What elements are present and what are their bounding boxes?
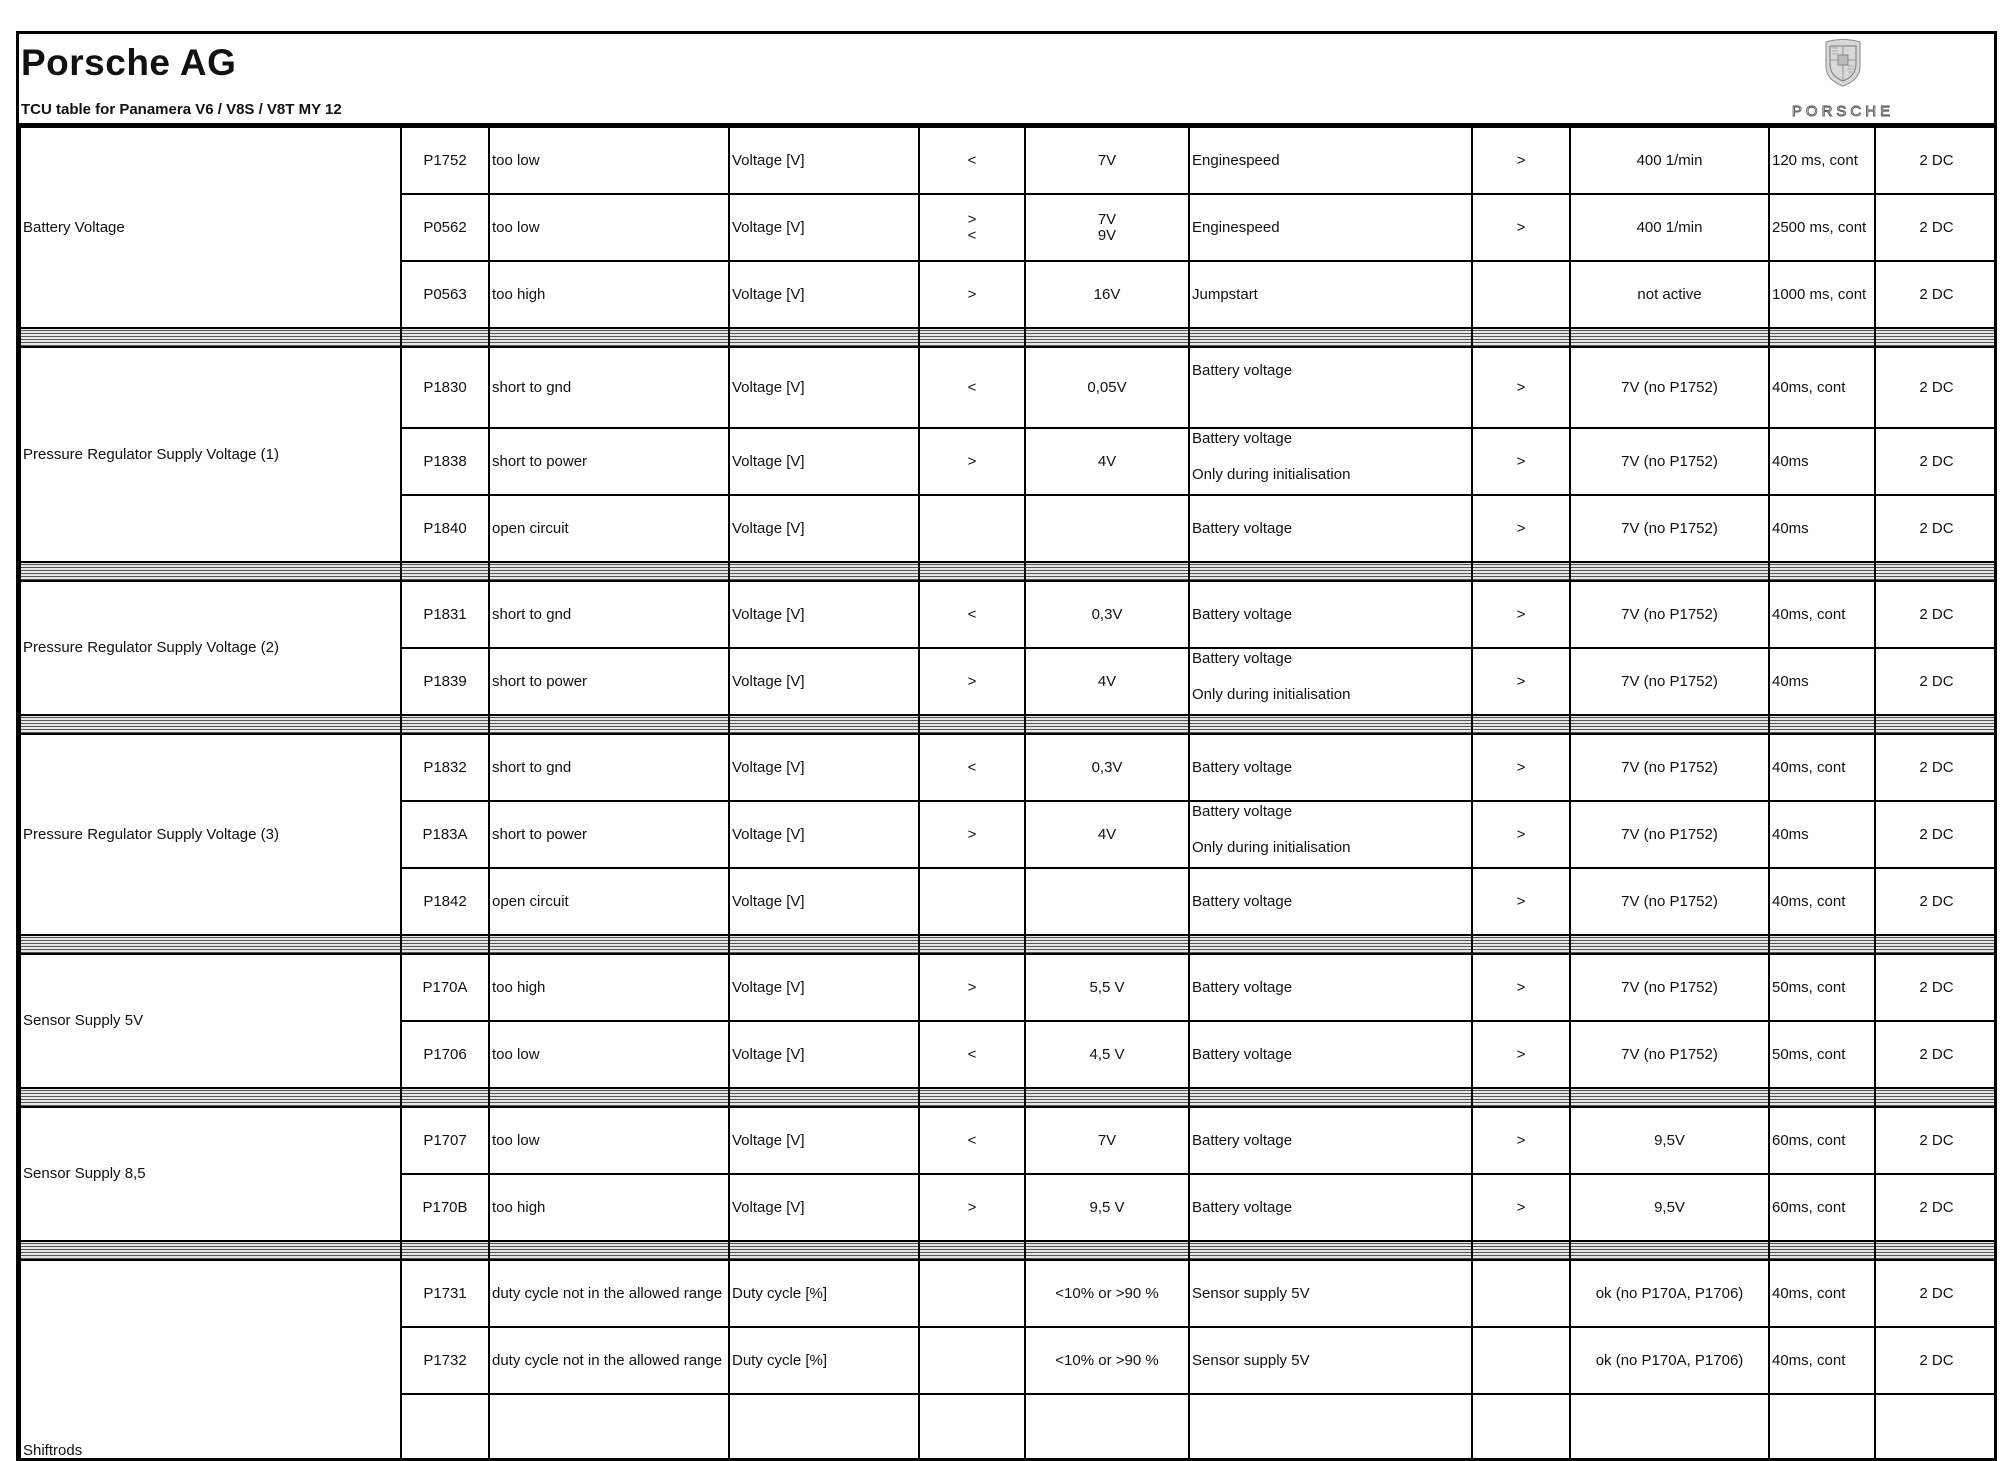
- condition: Battery voltage: [1189, 1107, 1472, 1174]
- dtc-code: [401, 1394, 489, 1461]
- separator-cell: [20, 715, 401, 734]
- porsche-wordmark: PORSCHE: [1791, 103, 1895, 120]
- separator-cell: [1189, 562, 1472, 581]
- signal-name: Voltage [V]: [729, 194, 919, 261]
- separator-cell: [20, 935, 401, 954]
- operator: [919, 1394, 1025, 1461]
- condition-value: 7V (no P1752): [1570, 347, 1769, 428]
- condition: Battery voltage: [1189, 954, 1472, 1021]
- signal-name: Voltage [V]: [729, 495, 919, 562]
- threshold: 7V: [1097, 210, 1117, 228]
- fault-description: short to power: [489, 428, 729, 495]
- separator-cell: [919, 935, 1025, 954]
- separator-cell: [919, 328, 1025, 347]
- separator-cell: [1875, 562, 1997, 581]
- debounce-time: 60ms, cont: [1769, 1107, 1875, 1174]
- debounce-time: 1000 ms, cont: [1769, 261, 1875, 328]
- fault-description: short to power: [489, 801, 729, 868]
- signal-name: Voltage [V]: [729, 1107, 919, 1174]
- debounce-time: 40ms: [1769, 428, 1875, 495]
- threshold: [1025, 495, 1189, 562]
- operator: <: [919, 347, 1025, 428]
- threshold: 4V: [1025, 648, 1189, 715]
- threshold: <10% or >90 %: [1025, 1327, 1189, 1394]
- condition: Battery voltage: [1192, 803, 1293, 820]
- condition: Battery voltage: [1189, 1174, 1472, 1241]
- condition-note: Only during initialisation: [1192, 839, 1351, 856]
- separator-cell: [729, 1088, 919, 1107]
- separator-cell: [919, 1088, 1025, 1107]
- separator-cell: [20, 562, 401, 581]
- driving-cycles: [1875, 1394, 1997, 1461]
- operator: [919, 495, 1025, 562]
- dtc-code: P1707: [401, 1107, 489, 1174]
- signal-name: Voltage [V]: [729, 261, 919, 328]
- condition: [1189, 1394, 1472, 1461]
- separator-cell: [729, 935, 919, 954]
- debounce-time: 40ms, cont: [1769, 868, 1875, 935]
- separator-cell: [729, 715, 919, 734]
- signal-name: Voltage [V]: [729, 734, 919, 801]
- dtc-code: P0562: [401, 194, 489, 261]
- condition-value: 7V (no P1752): [1570, 648, 1769, 715]
- signal-name: Duty cycle [%]: [729, 1327, 919, 1394]
- separator-cell: [729, 328, 919, 347]
- driving-cycles: 2 DC: [1875, 261, 1997, 328]
- dtc-code: P0563: [401, 261, 489, 328]
- signal-name: Voltage [V]: [729, 868, 919, 935]
- separator-cell: [1570, 562, 1769, 581]
- separator-cell: [1472, 562, 1570, 581]
- fault-description: too low: [489, 1021, 729, 1088]
- separator-cell: [919, 1241, 1025, 1260]
- operator: >: [919, 1174, 1025, 1241]
- separator-cell: [1875, 328, 1997, 347]
- separator-cell: [401, 328, 489, 347]
- condition-operator: >: [1472, 954, 1570, 1021]
- table-row: [20, 734, 1997, 801]
- separator-cell: [1570, 935, 1769, 954]
- operator: [919, 1260, 1025, 1327]
- condition-value: 400 1/min: [1570, 194, 1769, 261]
- separator-cell: [1189, 715, 1472, 734]
- dtc-code: P1838: [401, 428, 489, 495]
- separator-cell: [729, 562, 919, 581]
- threshold: 7V: [1025, 1107, 1189, 1174]
- separator-cell: [1875, 1088, 1997, 1107]
- group-separator: [20, 562, 1997, 581]
- condition-cell: [1189, 648, 1472, 715]
- separator-cell: [1025, 328, 1189, 347]
- signal-name: Voltage [V]: [729, 581, 919, 648]
- threshold: 0,05V: [1025, 347, 1189, 428]
- separator-cell: [1570, 715, 1769, 734]
- dtc-code: P1706: [401, 1021, 489, 1088]
- table-row: [20, 1107, 1997, 1174]
- operator: <: [919, 1021, 1025, 1088]
- condition-value: 7V (no P1752): [1570, 734, 1769, 801]
- dtc-code: P1840: [401, 495, 489, 562]
- condition: Enginespeed: [1189, 194, 1472, 261]
- debounce-time: 40ms: [1769, 495, 1875, 562]
- signal-name: Voltage [V]: [729, 954, 919, 1021]
- threshold: 16V: [1025, 261, 1189, 328]
- threshold: 7V: [1025, 127, 1189, 194]
- condition-cell: [1189, 428, 1472, 495]
- signal-name: Voltage [V]: [729, 127, 919, 194]
- condition-operator: [1472, 1394, 1570, 1461]
- operator: <: [919, 1107, 1025, 1174]
- group-name: Pressure Regulator Supply Voltage (1): [20, 347, 401, 562]
- fault-description: short to gnd: [489, 581, 729, 648]
- group-separator: [20, 1088, 1997, 1107]
- driving-cycles: 2 DC: [1875, 495, 1997, 562]
- signal-name: Voltage [V]: [729, 648, 919, 715]
- condition-operator: >: [1472, 127, 1570, 194]
- condition-operator: >: [1472, 581, 1570, 648]
- condition-operator: >: [1472, 428, 1570, 495]
- separator-cell: [20, 1088, 401, 1107]
- separator-cell: [1472, 935, 1570, 954]
- driving-cycles: 2 DC: [1875, 1107, 1997, 1174]
- document-title: TCU table for Panamera V6 / V8S / V8T MY 12: [21, 101, 342, 118]
- debounce-time: 40ms, cont: [1769, 1260, 1875, 1327]
- separator-cell: [401, 1088, 489, 1107]
- fault-description: open circuit: [489, 495, 729, 562]
- condition-value: ok (no P170A, P1706): [1570, 1327, 1769, 1394]
- dtc-code: P1832: [401, 734, 489, 801]
- table-row: [20, 581, 1997, 648]
- condition-value: 7V (no P1752): [1570, 801, 1769, 868]
- separator-cell: [1472, 1241, 1570, 1260]
- separator-cell: [919, 715, 1025, 734]
- condition-value: 7V (no P1752): [1570, 428, 1769, 495]
- separator-cell: [1472, 1088, 1570, 1107]
- condition-operator: >: [1472, 347, 1570, 428]
- threshold: 4V: [1025, 428, 1189, 495]
- condition-value: 7V (no P1752): [1570, 495, 1769, 562]
- separator-cell: [401, 715, 489, 734]
- debounce-time: 120 ms, cont: [1769, 127, 1875, 194]
- fault-description: too high: [489, 954, 729, 1021]
- operator: <: [919, 734, 1025, 801]
- condition: Battery voltage: [1189, 1021, 1472, 1088]
- signal-name: Voltage [V]: [729, 1021, 919, 1088]
- separator-cell: [489, 328, 729, 347]
- separator-cell: [1570, 328, 1769, 347]
- condition-operator: >: [1472, 734, 1570, 801]
- separator-cell: [489, 715, 729, 734]
- separator-cell: [1025, 562, 1189, 581]
- separator-cell: [489, 1241, 729, 1260]
- condition-operator: >: [1472, 868, 1570, 935]
- signal-name: Duty cycle [%]: [729, 1260, 919, 1327]
- separator-cell: [1769, 935, 1875, 954]
- threshold: 9V: [1097, 226, 1117, 244]
- threshold: 4V: [1025, 801, 1189, 868]
- condition-operator: >: [1472, 1021, 1570, 1088]
- signal-name: Voltage [V]: [729, 1174, 919, 1241]
- condition-cell: [1189, 801, 1472, 868]
- group-name: Shiftrods: [20, 1260, 401, 1461]
- condition-operator: >: [1472, 194, 1570, 261]
- driving-cycles: 2 DC: [1875, 428, 1997, 495]
- condition-value: 9,5V: [1570, 1174, 1769, 1241]
- dtc-code: P1732: [401, 1327, 489, 1394]
- driving-cycles: 2 DC: [1875, 1021, 1997, 1088]
- threshold: 4,5 V: [1025, 1021, 1189, 1088]
- operator: <: [919, 581, 1025, 648]
- operator: <: [967, 226, 977, 244]
- condition-note: Only during initialisation: [1192, 686, 1351, 703]
- condition-operator: >: [1472, 648, 1570, 715]
- group-separator: [20, 935, 1997, 954]
- dtc-table: [19, 126, 1997, 1461]
- group-name: Pressure Regulator Supply Voltage (2): [20, 581, 401, 715]
- operator: >: [919, 954, 1025, 1021]
- dtc-code: P183A: [401, 801, 489, 868]
- debounce-time: 40ms: [1769, 801, 1875, 868]
- fault-description: open circuit: [489, 868, 729, 935]
- group-name: Pressure Regulator Supply Voltage (3): [20, 734, 401, 935]
- separator-cell: [1025, 935, 1189, 954]
- dtc-table-container: [19, 126, 1994, 1461]
- condition-value: ok (no P170A, P1706): [1570, 1260, 1769, 1327]
- separator-cell: [489, 935, 729, 954]
- table-row: [20, 1260, 1997, 1327]
- separator-cell: [1769, 1088, 1875, 1107]
- debounce-time: 2500 ms, cont: [1769, 194, 1875, 261]
- separator-cell: [1769, 562, 1875, 581]
- condition: Battery voltage: [1189, 734, 1472, 801]
- driving-cycles: 2 DC: [1875, 868, 1997, 935]
- debounce-time: [1769, 1394, 1875, 1461]
- operator: [919, 1327, 1025, 1394]
- condition-value: 7V (no P1752): [1570, 954, 1769, 1021]
- debounce-time: 40ms, cont: [1769, 734, 1875, 801]
- separator-cell: [489, 562, 729, 581]
- group-name: Sensor Supply 8,5: [20, 1107, 401, 1241]
- fault-description: too high: [489, 261, 729, 328]
- fault-description: [489, 1394, 729, 1461]
- operator: >: [919, 261, 1025, 328]
- debounce-time: 50ms, cont: [1769, 1021, 1875, 1088]
- separator-cell: [1189, 1241, 1472, 1260]
- signal-name: Voltage [V]: [729, 801, 919, 868]
- condition-operator: >: [1472, 1107, 1570, 1174]
- condition-note: Only during initialisation: [1192, 466, 1351, 483]
- fault-description: short to power: [489, 648, 729, 715]
- threshold: 0,3V: [1025, 734, 1189, 801]
- fault-description: too low: [489, 194, 729, 261]
- condition-operator: >: [1472, 801, 1570, 868]
- separator-cell: [1189, 935, 1472, 954]
- debounce-time: 40ms: [1769, 648, 1875, 715]
- fault-description: short to gnd: [489, 734, 729, 801]
- driving-cycles: 2 DC: [1875, 734, 1997, 801]
- driving-cycles: 2 DC: [1875, 1260, 1997, 1327]
- driving-cycles: 2 DC: [1875, 801, 1997, 868]
- driving-cycles: 2 DC: [1875, 1174, 1997, 1241]
- company-name: Porsche AG: [21, 42, 237, 83]
- separator-cell: [1025, 715, 1189, 734]
- condition-operator: [1472, 261, 1570, 328]
- fault-description: too low: [489, 127, 729, 194]
- table-row: [20, 954, 1997, 1021]
- fault-description: too low: [489, 1107, 729, 1174]
- operator: [919, 868, 1025, 935]
- condition: Battery voltage: [1192, 650, 1293, 667]
- separator-cell: [489, 1088, 729, 1107]
- group-name: Sensor Supply 5V: [20, 954, 401, 1088]
- debounce-time: 40ms, cont: [1769, 347, 1875, 428]
- separator-cell: [1189, 328, 1472, 347]
- threshold: [1025, 1394, 1189, 1461]
- operator: <: [919, 127, 1025, 194]
- condition-value: 7V (no P1752): [1570, 1021, 1769, 1088]
- separator-cell: [729, 1241, 919, 1260]
- dtc-code: P1831: [401, 581, 489, 648]
- condition-operator: >: [1472, 1174, 1570, 1241]
- debounce-time: 40ms, cont: [1769, 1327, 1875, 1394]
- condition-value: [1570, 1394, 1769, 1461]
- condition: Battery voltage: [1189, 495, 1472, 562]
- group-separator: [20, 715, 1997, 734]
- dtc-code: P170A: [401, 954, 489, 1021]
- dtc-code: P1839: [401, 648, 489, 715]
- driving-cycles: 2 DC: [1875, 347, 1997, 428]
- condition-operator: [1472, 1260, 1570, 1327]
- driving-cycles: 2 DC: [1875, 1327, 1997, 1394]
- separator-cell: [1025, 1088, 1189, 1107]
- dtc-code: P170B: [401, 1174, 489, 1241]
- operator: >: [967, 210, 977, 228]
- separator-cell: [1025, 1241, 1189, 1260]
- porsche-crest-icon: [1826, 40, 1860, 87]
- group-name: Battery Voltage: [20, 127, 401, 328]
- group-separator: [20, 1241, 1997, 1260]
- threshold: 9,5 V: [1025, 1174, 1189, 1241]
- table-row: [20, 127, 1997, 194]
- separator-cell: [401, 935, 489, 954]
- condition: Battery voltage: [1189, 581, 1472, 648]
- debounce-time: 60ms, cont: [1769, 1174, 1875, 1241]
- table-row: [20, 347, 1997, 428]
- condition-operator: >: [1472, 495, 1570, 562]
- separator-cell: [1875, 715, 1997, 734]
- separator-cell: [20, 1241, 401, 1260]
- separator-cell: [1189, 1088, 1472, 1107]
- separator-cell: [919, 562, 1025, 581]
- signal-name: [729, 1394, 919, 1461]
- separator-cell: [1875, 935, 1997, 954]
- condition: Battery voltage: [1189, 868, 1472, 935]
- condition: Sensor supply 5V: [1189, 1260, 1472, 1327]
- condition: Battery voltage: [1192, 430, 1293, 447]
- separator-cell: [1875, 1241, 1997, 1260]
- fault-description: duty cycle not in the allowed range: [489, 1260, 729, 1327]
- driving-cycles: 2 DC: [1875, 648, 1997, 715]
- separator-cell: [20, 328, 401, 347]
- separator-cell: [1570, 1241, 1769, 1260]
- document-page: [16, 31, 1997, 1461]
- condition-value: not active: [1570, 261, 1769, 328]
- operator: >: [919, 801, 1025, 868]
- document-header: [19, 34, 1994, 126]
- separator-cell: [401, 1241, 489, 1260]
- driving-cycles: 2 DC: [1875, 581, 1997, 648]
- debounce-time: 40ms, cont: [1769, 581, 1875, 648]
- operator: >: [919, 428, 1025, 495]
- condition-operator: [1472, 1327, 1570, 1394]
- driving-cycles: 2 DC: [1875, 127, 1997, 194]
- threshold: <10% or >90 %: [1025, 1260, 1189, 1327]
- condition-value: 400 1/min: [1570, 127, 1769, 194]
- operator-cell: [919, 194, 1025, 261]
- condition: Jumpstart: [1189, 261, 1472, 328]
- condition-value: 7V (no P1752): [1570, 581, 1769, 648]
- condition-value: 7V (no P1752): [1570, 868, 1769, 935]
- threshold-cell: [1025, 194, 1189, 261]
- group-separator: [20, 328, 1997, 347]
- separator-cell: [1472, 328, 1570, 347]
- dtc-code: P1731: [401, 1260, 489, 1327]
- separator-cell: [1570, 1088, 1769, 1107]
- threshold: 5,5 V: [1025, 954, 1189, 1021]
- debounce-time: 50ms, cont: [1769, 954, 1875, 1021]
- signal-name: Voltage [V]: [729, 428, 919, 495]
- threshold: 0,3V: [1025, 581, 1189, 648]
- condition: Sensor supply 5V: [1189, 1327, 1472, 1394]
- dtc-code: P1752: [401, 127, 489, 194]
- signal-name: Voltage [V]: [729, 347, 919, 428]
- fault-description: short to gnd: [489, 347, 729, 428]
- condition: Battery voltage: [1189, 347, 1472, 428]
- driving-cycles: 2 DC: [1875, 194, 1997, 261]
- condition: Enginespeed: [1189, 127, 1472, 194]
- separator-cell: [1769, 328, 1875, 347]
- condition-value: 9,5V: [1570, 1107, 1769, 1174]
- operator: >: [919, 648, 1025, 715]
- separator-cell: [1769, 715, 1875, 734]
- dtc-code: P1842: [401, 868, 489, 935]
- fault-description: too high: [489, 1174, 729, 1241]
- separator-cell: [1472, 715, 1570, 734]
- porsche-logo: [1768, 36, 1918, 120]
- separator-cell: [1769, 1241, 1875, 1260]
- threshold: [1025, 868, 1189, 935]
- driving-cycles: 2 DC: [1875, 954, 1997, 1021]
- dtc-code: P1830: [401, 347, 489, 428]
- fault-description: duty cycle not in the allowed range: [489, 1327, 729, 1394]
- separator-cell: [401, 562, 489, 581]
